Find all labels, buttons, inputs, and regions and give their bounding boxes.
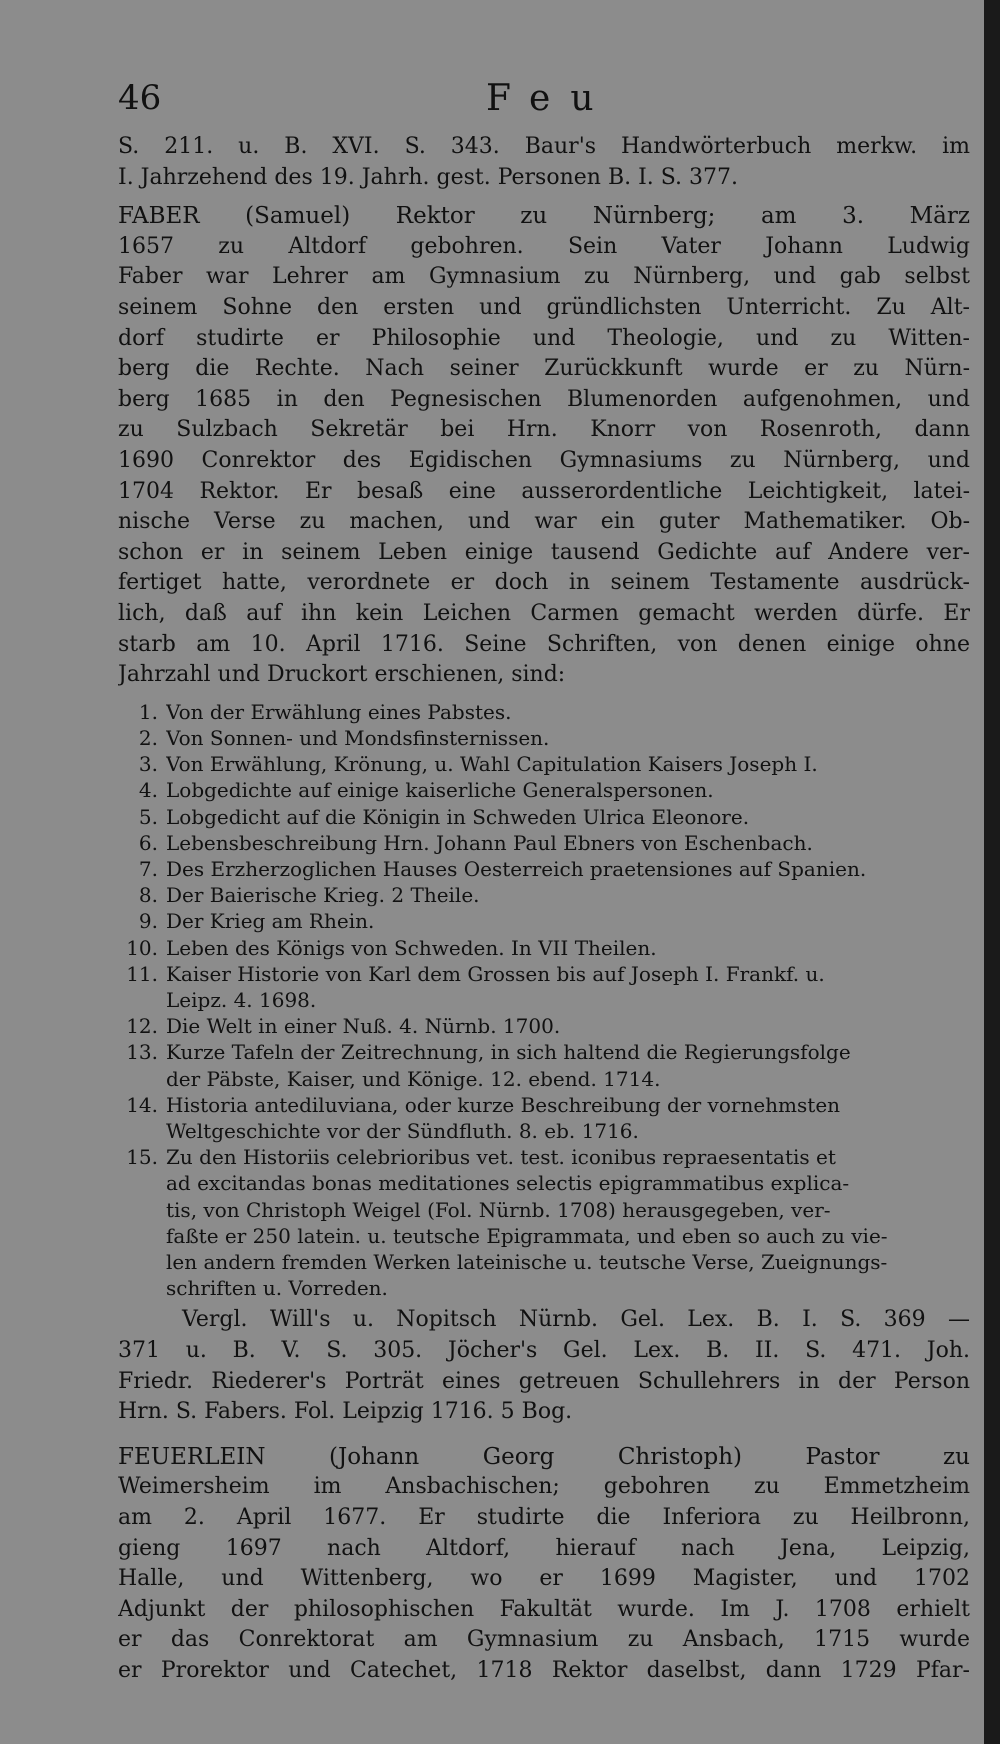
text-line: berg 1685 in den Pegnesischen Blumenorden aufgenohmen, und bbox=[118, 386, 970, 412]
item-number: 11. bbox=[126, 961, 158, 986]
text-line: am 2. April 1677. Er studirte die Inferiora zu Heilbronn, bbox=[118, 1504, 970, 1530]
list-item bbox=[118, 1092, 970, 1118]
item-text: Lobgedicht auf die Königin in Schweden Ulrica Eleonore. bbox=[166, 804, 750, 829]
text-line: zu Sulzbach Sekretär bei Hrn. Knorr von Rosenroth, dann bbox=[118, 417, 970, 443]
item-text: Leben des Königs von Schweden. In VII Theilen. bbox=[166, 935, 657, 960]
list-item bbox=[118, 725, 970, 751]
item-continuation: faßte er 250 latein. u. teutsche Epigrammata, und eben so auch zu vie- bbox=[166, 1223, 888, 1248]
list-item bbox=[118, 1144, 970, 1170]
text-line: fertiget hatte, verordnete er doch in seinem Testamente ausdrück- bbox=[118, 570, 970, 596]
list-item bbox=[118, 961, 970, 987]
item-continuation: ad excitandas bonas meditationes selectis epigrammatibus explica- bbox=[166, 1171, 850, 1196]
text-line: dorf studirte er Philosophie und Theologie, und zu Witten- bbox=[118, 325, 970, 351]
item-continuation: schriften u. Vorreden. bbox=[166, 1276, 388, 1301]
item-text: Kurze Tafeln der Zeitrechnung, in sich haltend die Regierungsfolge bbox=[166, 1040, 851, 1065]
text-line: 1657 zu Altdorf gebohren. Sein Vater Johann Ludwig bbox=[118, 233, 970, 259]
item-text: Von der Erwählung eines Pabstes. bbox=[166, 699, 512, 724]
text-line: seinem Sohne den ersten und gründlichsten Unterricht. Zu Alt- bbox=[118, 294, 970, 320]
item-text: Von Erwählung, Krönung, u. Wahl Capitulation Kaisers Joseph I. bbox=[166, 752, 818, 777]
item-number: 7. bbox=[138, 856, 158, 881]
faber-entry bbox=[118, 201, 970, 691]
text-line: gieng 1697 nach Altdorf, hierauf nach Jena, Leipzig, bbox=[118, 1535, 970, 1561]
reference-line: 371 u. B. V. S. 305. Jöcher's Gel. Lex. B. II. S. 471. Joh. bbox=[118, 1337, 970, 1363]
item-text: Kaiser Historie von Karl dem Grossen bis auf Joseph I. Frankf. u. bbox=[166, 961, 825, 986]
item-continuation: Weltgeschichte vor der Sündfluth. 8. eb. 1716. bbox=[166, 1118, 639, 1143]
text-line: Faber war Lehrer am Gymnasium zu Nürnberg, und gab selbst bbox=[118, 264, 970, 290]
item-number: 10. bbox=[126, 935, 158, 960]
entry-heading-faber: FABER (Samuel) Rektor zu Nürnberg; am 3. März bbox=[118, 203, 970, 230]
item-text: Historia antediluviana, oder kurze Beschreibung der vornehmsten bbox=[166, 1092, 841, 1117]
page-header bbox=[118, 78, 970, 132]
list-item bbox=[118, 830, 970, 856]
list-item bbox=[118, 856, 970, 882]
item-number: 1. bbox=[138, 699, 158, 724]
reference-line: Friedr. Riederer's Porträt eines getreuen Schullehrers in der Person bbox=[118, 1368, 970, 1394]
text-line: schon er in seinem Leben einige tausend Gedichte auf Andere ver- bbox=[118, 539, 970, 565]
text-line: Weimersheim im Ansbachischen; gebohren zu Emmetzheim bbox=[118, 1474, 970, 1500]
text-line: Adjunkt der philosophischen Fakultät wurde. Im J. 1708 erhielt bbox=[118, 1596, 970, 1622]
item-number: 9. bbox=[138, 909, 158, 934]
item-continuation: tis, von Christoph Weigel (Fol. Nürnb. 1708) herausgegeben, ver- bbox=[166, 1197, 831, 1222]
intro-paragraph bbox=[118, 132, 970, 193]
text-line: berg die Rechte. Nach seiner Zurückkunft wurde er zu Nürn- bbox=[118, 356, 970, 382]
list-item bbox=[118, 1039, 970, 1065]
feuerlein-entry bbox=[118, 1442, 970, 1687]
item-number: 12. bbox=[126, 1014, 158, 1039]
works-list bbox=[118, 699, 970, 1302]
item-number: 4. bbox=[138, 778, 158, 803]
list-item bbox=[118, 935, 970, 961]
entry-heading-feuerlein: FEUERLEIN (Johann Georg Christoph) Pastor zu bbox=[118, 1443, 970, 1470]
item-text: Des Erzherzoglichen Hauses Oesterreich praetensiones auf Spanien. bbox=[166, 856, 867, 881]
item-text: Lobgedichte auf einige kaiserliche Generalspersonen. bbox=[166, 778, 714, 803]
text-line: I. Jahrzehend des 19. Jahrh. gest. Personen B. I. S. 377. bbox=[118, 164, 739, 190]
item-number: 6. bbox=[138, 830, 158, 855]
item-number: 15. bbox=[126, 1145, 158, 1170]
text-line: starb am 10. April 1716. Seine Schriften, von denen einige ohne bbox=[118, 631, 970, 657]
scan-edge bbox=[984, 0, 1000, 1744]
item-number: 5. bbox=[138, 804, 158, 829]
item-text: Der Krieg am Rhein. bbox=[166, 909, 375, 934]
page-content bbox=[118, 78, 970, 1686]
item-number: 3. bbox=[138, 752, 158, 777]
list-item bbox=[118, 751, 970, 777]
text-line: er Prorektor und Catechet, 1718 Rektor daselbst, dann 1729 Pfar- bbox=[118, 1657, 970, 1683]
text-line: er das Conrektorat am Gymnasium zu Ansbach, 1715 wurde bbox=[118, 1627, 970, 1653]
list-item bbox=[118, 908, 970, 934]
list-item bbox=[118, 882, 970, 908]
text-line: lich, daß auf ihn kein Leichen Carmen gemacht werden dürfe. Er bbox=[118, 600, 970, 626]
list-item bbox=[118, 1013, 970, 1039]
item-number: 8. bbox=[138, 883, 158, 908]
text-line: nische Verse zu machen, und war ein guter Mathematiker. Ob- bbox=[118, 509, 970, 535]
reference-line: Vergl. Will's u. Nopitsch Nürnb. Gel. Lex. B. I. S. 369 — bbox=[182, 1307, 970, 1333]
running-head: Feu bbox=[486, 78, 614, 119]
text-line: Jahrzahl und Druckort erschienen, sind: bbox=[118, 662, 566, 688]
item-text: Zu den Historiis celebrioribus vet. test. iconibus repraesentatis et bbox=[166, 1145, 836, 1170]
item-continuation: der Päbste, Kaiser, und Könige. 12. ebend. 1714. bbox=[166, 1066, 661, 1091]
list-item bbox=[118, 804, 970, 830]
item-continuation: Leipz. 4. 1698. bbox=[166, 987, 317, 1012]
text-line: 1690 Conrektor des Egidischen Gymnasiums zu Nürnberg, und bbox=[118, 447, 970, 473]
item-number: 2. bbox=[138, 725, 158, 750]
text-line: Halle, und Wittenberg, wo er 1699 Magister, und 1702 bbox=[118, 1566, 970, 1592]
item-number: 13. bbox=[126, 1040, 158, 1065]
list-item bbox=[118, 699, 970, 725]
list-item bbox=[118, 777, 970, 803]
text-line: S. 211. u. B. XVI. S. 343. Baur's Handwörterbuch merkw. im bbox=[118, 134, 970, 159]
item-text: Die Welt in einer Nuß. 4. Nürnb. 1700. bbox=[166, 1014, 561, 1039]
page-number: 46 bbox=[118, 78, 162, 118]
references bbox=[118, 1305, 970, 1427]
item-number: 14. bbox=[126, 1092, 158, 1117]
reference-line: Hrn. S. Fabers. Fol. Leipzig 1716. 5 Bog. bbox=[118, 1399, 573, 1425]
item-text: Von Sonnen- und Mondsfinsternissen. bbox=[166, 725, 550, 750]
text-line: 1704 Rektor. Er besaß eine ausserordentliche Leichtigkeit, latei- bbox=[118, 478, 970, 504]
item-continuation: len andern fremden Werken lateinische u. teutsche Verse, Zueignungs- bbox=[166, 1249, 888, 1274]
item-text: Lebensbeschreibung Hrn. Johann Paul Ebners von Eschenbach. bbox=[166, 830, 813, 855]
item-text: Der Baierische Krieg. 2 Theile. bbox=[166, 883, 480, 908]
